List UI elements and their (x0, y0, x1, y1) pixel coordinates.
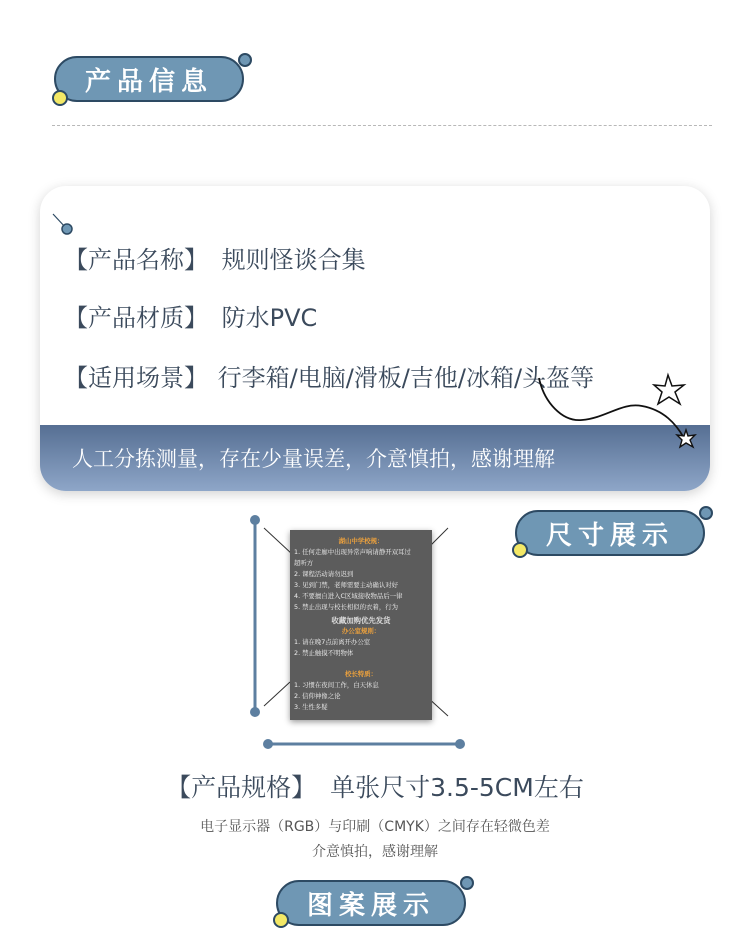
sticker-title: 湖山中学校规： (338, 537, 384, 545)
sticker-rule: 1. 任何走廊中出现异常声响请静开双耳过 (294, 548, 411, 556)
info-row-name (64, 240, 366, 275)
badge-dot-yellow (273, 912, 289, 928)
badge-label: 尺寸展示 (515, 510, 705, 556)
section-badge-size (515, 510, 707, 556)
section-badge-product-info (54, 56, 246, 102)
badge-dot-blue (699, 506, 713, 520)
sticker-rule: 2. 禁止触摸不明物体 (294, 649, 354, 657)
sticker-watermark: 收藏加购优先发货 (331, 616, 391, 625)
sticker-rule: 1. 习惯在夜间工作，白天休息 (294, 681, 379, 689)
disclaimer-note: 介意慎拍，感谢理解 (312, 844, 438, 860)
sticker-rule: 1. 请在晚7点前离开办公室 (294, 638, 371, 646)
badge-label: 产品信息 (54, 56, 244, 102)
info-value-material: 防水PVC (221, 304, 318, 332)
sticker-office-title: 办公室规则： (341, 627, 381, 635)
info-value-scene: 行李箱/电脑/滑板/吉他/冰箱/头盔等 (217, 364, 595, 392)
sticker-image (290, 530, 432, 720)
info-label-material: 【产品材质】 (64, 304, 208, 332)
sticker-rule: 3. 见到门禁，老师需要主动确认对好 (294, 581, 398, 589)
section-badge-pattern (276, 880, 468, 926)
badge-dot-yellow (512, 542, 528, 558)
info-label-name: 【产品名称】 (64, 246, 208, 274)
dashed-divider (52, 125, 712, 126)
badge-dot-yellow (52, 90, 68, 106)
spec-value: 单张尺寸3.5-5CM左右 (330, 773, 584, 802)
badge-label: 图案展示 (276, 880, 466, 926)
decoration-pin-icon (50, 210, 84, 244)
info-row-scene (64, 358, 594, 393)
info-value-name: 规则怪谈合集 (221, 246, 366, 274)
sticker-principal-title: 校长特质： (345, 670, 377, 678)
color-note: 电子显示器（RGB）与印刷（CMYK）之间存在轻微色差 (200, 819, 550, 835)
sticker-rule: 2. 信仰神像之论 (294, 692, 341, 700)
doodle-stars-icon (536, 372, 704, 462)
sticker-rule: 4. 不要擅自进入C区域接收物品后一律 (294, 592, 403, 600)
info-label-scene: 【适用场景】 (64, 364, 208, 392)
disclaimer-bar: 人工分拣测量，存在少量误差，介意慎拍，感谢理解 (40, 425, 710, 491)
badge-dot-blue (460, 876, 474, 890)
spec-line (0, 768, 750, 804)
info-row-material (64, 298, 317, 333)
sticker-rule: 2. 课程活动请勿迟到 (294, 570, 354, 578)
sticker-rule: 5. 禁止出现与校长相似的衣着，行为 (294, 603, 398, 611)
badge-dot-blue (238, 53, 252, 67)
sticker-rule: 超听方 (294, 559, 314, 567)
spec-label: 【产品规格】 (166, 773, 317, 802)
sticker-rule: 3. 生性多疑 (294, 703, 328, 711)
